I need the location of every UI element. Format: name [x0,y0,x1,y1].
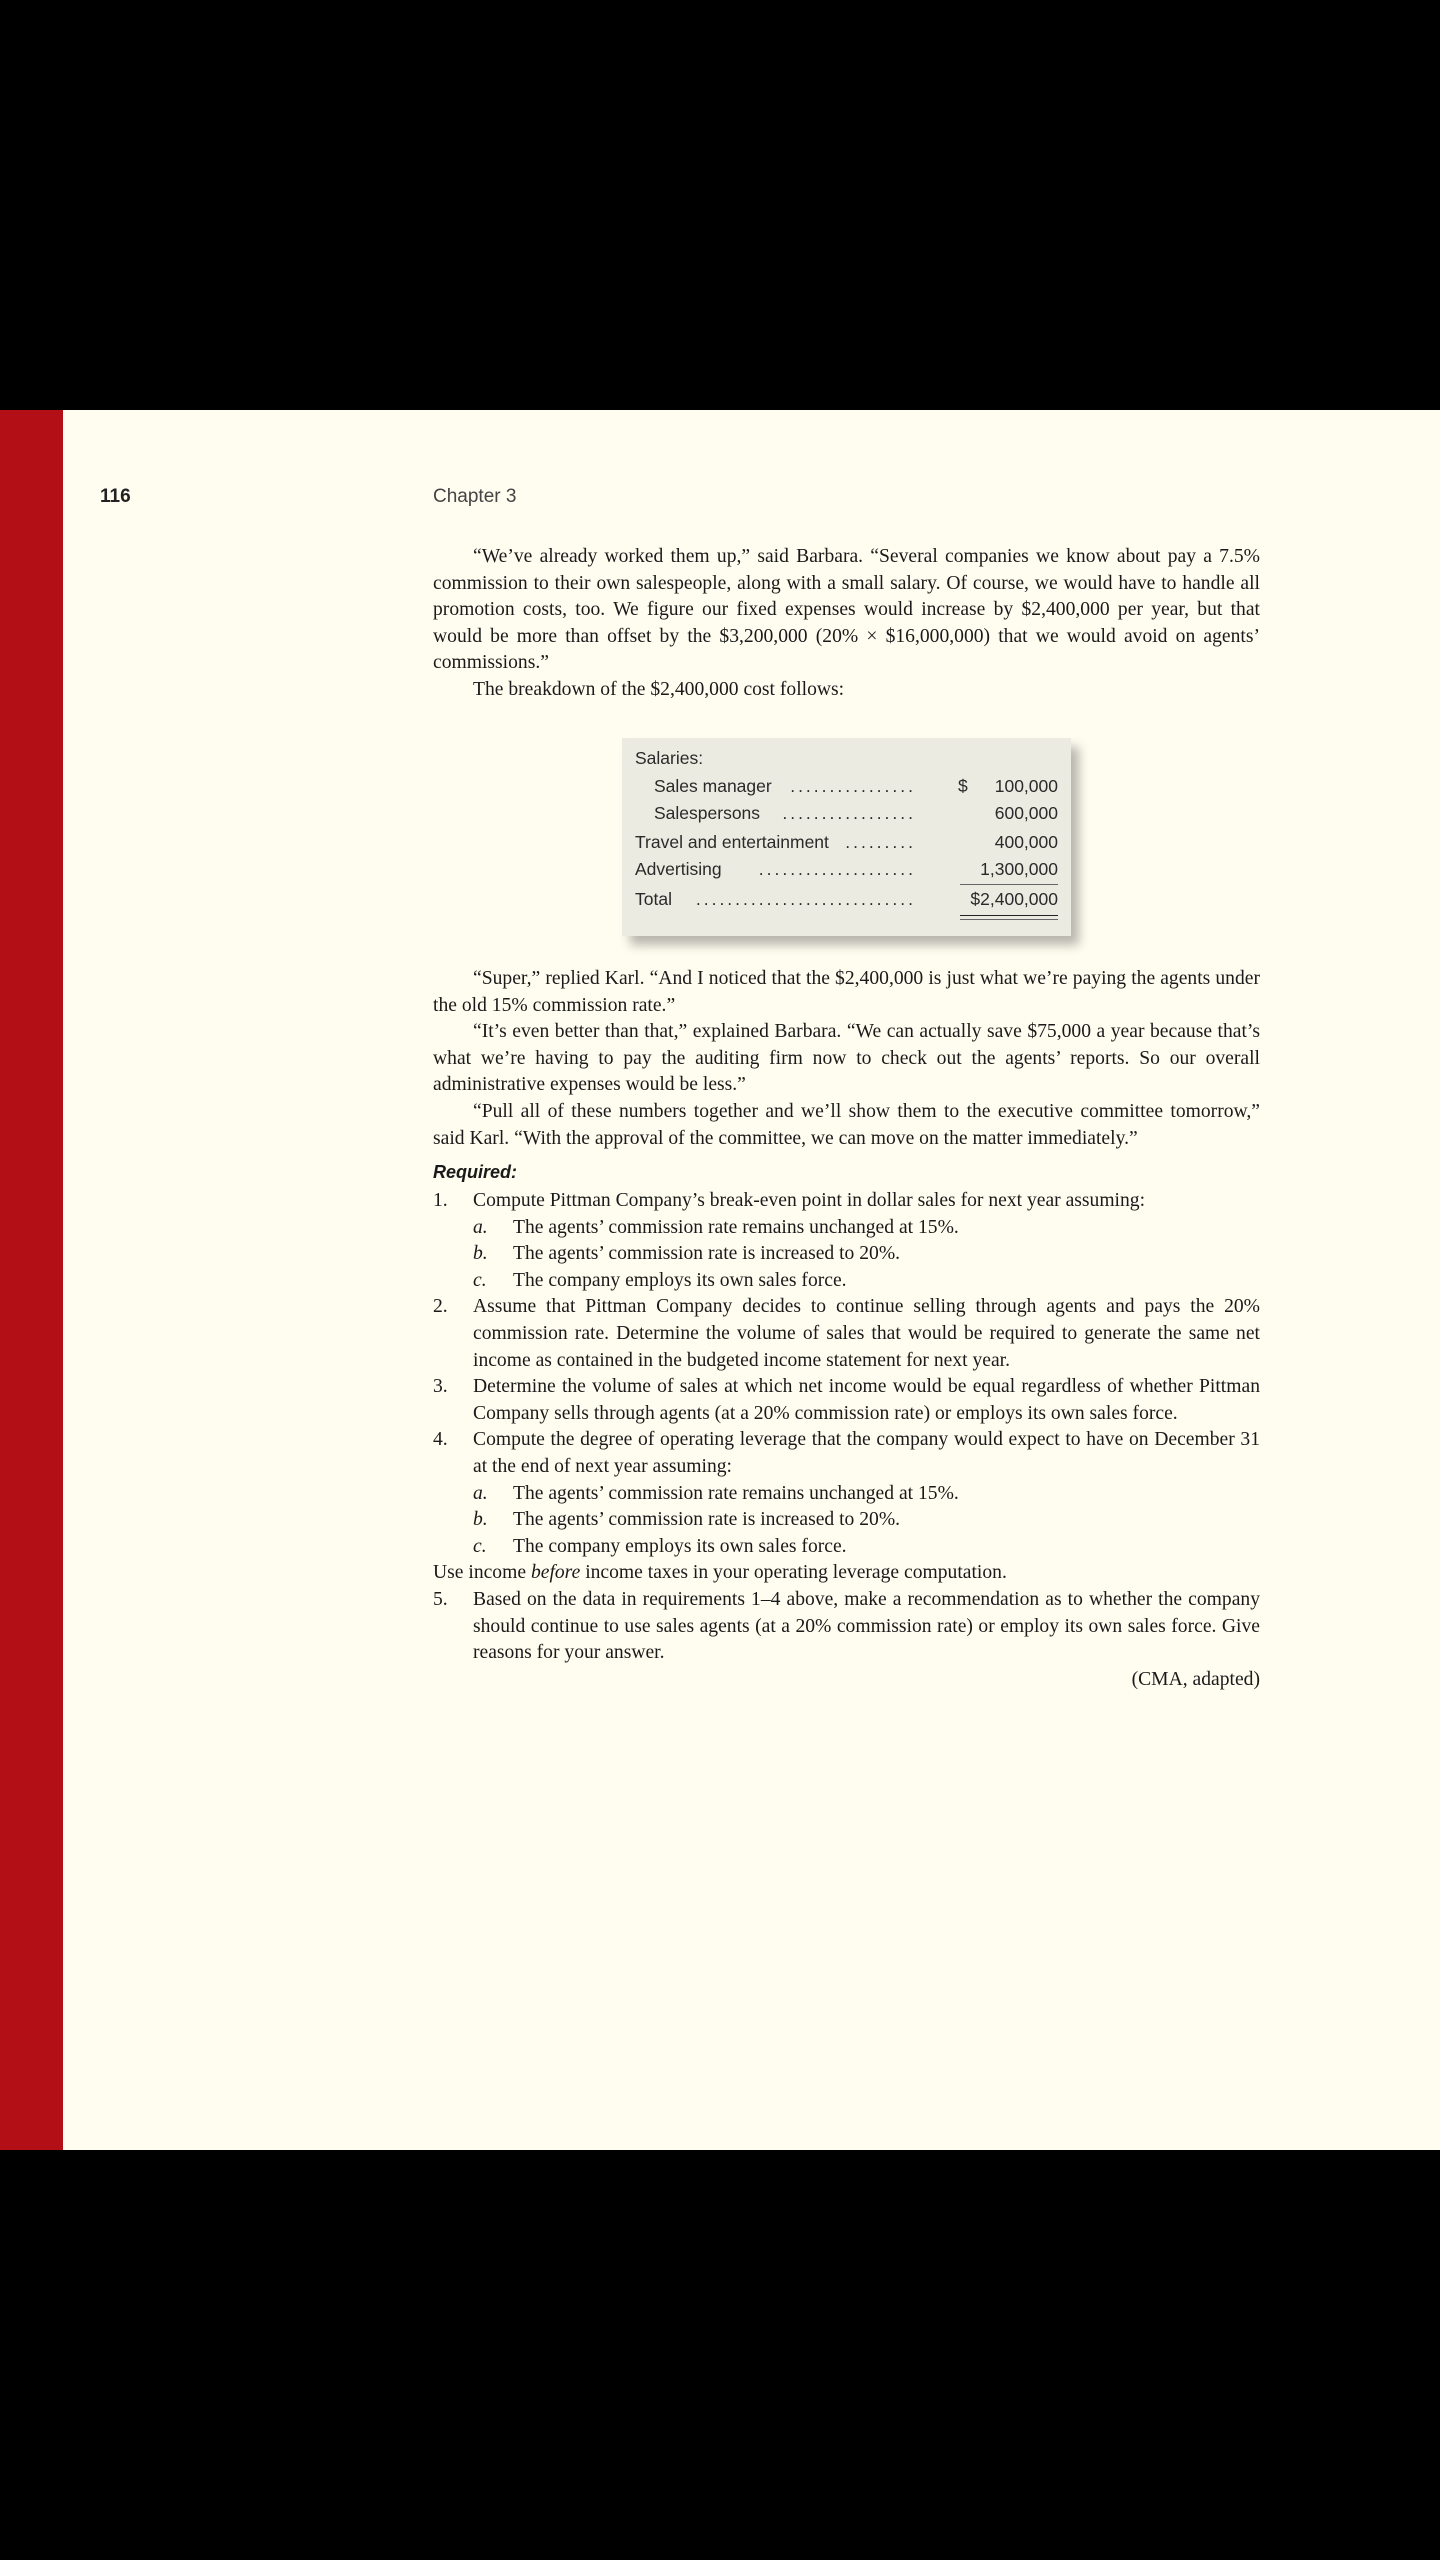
row-amount: 400,000 [994,832,1058,852]
required-heading: Required: [433,1162,518,1182]
item-number: 5. [433,1588,448,1610]
item-text: Assume that Pittman Company decides to continue selling through agents and pays the 20% commission rate. Determine the volume of sales that would be required to generate the same net income as contained in the budgeted income statement for next year. [473,1296,1260,1371]
row-label: Travel and entertainment [635,832,829,852]
leader-dots: ................. [782,803,916,823]
sub-item [433,1268,1260,1295]
total-double-rule-bottom [960,919,1058,920]
intro-paragraph: “We’ve already worked them up,” said Barbara. “Several companies we know about pay a 7.5% commission to their own salespeople, along with a small salary. Of course, we would have to handle all promotion costs, too. We figure our fixed expenses would increase by $2,400,000 per year, but that would be more than offset by the $3,200,000 (20% × $16,000,000) that we would avoid on agents’ commissions.” [433,546,1260,674]
requirement-item [433,1587,1260,1667]
item-number: 1. [433,1190,448,1211]
sub-text: The company employs its own sales force. [513,1535,847,1557]
item-text: Compute Pittman Company’s break-even point in dollar sales for next year assuming: [473,1190,1146,1211]
sub-item [433,1507,1260,1534]
sub-text: The agents’ commission rate is increased to 20%. [513,1509,901,1531]
row-label: Advertising [635,859,722,879]
requirement-item [433,1294,1260,1374]
item-number: 4. [433,1429,448,1451]
sub-text: The company employs its own sales force. [513,1269,847,1291]
dialog-paragraph: “Pull all of these numbers together and we’ll show them to the executive committee tomorrow,” said Karl. “With the approval of the committee, we can move on the matter immediately.” [433,1100,1260,1149]
cost-breakdown-table [622,738,1071,936]
sub-item [433,1481,1260,1508]
dialog-paragraph: “It’s even better than that,” explained Barbara. “We can actually save $75,000 a year because that’s what we’re having to pay the auditing firm now to check out the agents’ reports. So our overall administrative expenses would be less.” [433,1021,1260,1096]
chapter-title: Chapter 3 [433,486,517,507]
dialog-paragraph: “Super,” replied Karl. “And I noticed that the $2,400,000 is just what we’re paying the agents under the old 15% commission rate.” [433,968,1260,1016]
sub-letter: c. [473,1269,487,1291]
row-label: Sales manager [654,776,772,796]
item-text: Based on the data in requirements 1–4 above, make a recommendation as to whether the company should continue to use sales agents (at a 20% commission rate) or employ its own sales force. Give reasons for your answer. [473,1588,1260,1664]
currency-symbol: $ [958,776,968,796]
sub-letter: a. [473,1216,488,1238]
dialog-text [433,966,1260,1152]
sub-item [433,1534,1260,1561]
sub-letter: b. [473,1243,488,1265]
sub-letter: b. [473,1509,488,1531]
page-number: 116 [100,486,131,507]
table-section-label: Salaries: [635,748,704,768]
source-citation: (CMA, adapted) [1131,1668,1260,1690]
sub-text: The agents’ commission rate remains unchanged at 15%. [513,1216,959,1238]
sub-item [433,1215,1260,1242]
item-text: Compute the degree of operating leverage that the company would expect to have on December 31 at the end of next year assuming: [473,1429,1260,1477]
item-number: 3. [433,1376,448,1398]
intro-text [433,544,1260,704]
leverage-note: Use income before income taxes in your operating leverage computation. [433,1562,1007,1584]
emphasis: before [530,1562,581,1584]
leader-dots: .................... [758,859,916,879]
row-label: Salespersons [654,803,761,823]
row-amount: 600,000 [994,803,1058,823]
requirement-item [433,1188,1260,1215]
item-text: Determine the volume of sales at which net income would be equal regardless of whether Pittman Company sells through agents (at a 20% commission rate) or employs its own sales force. [473,1376,1260,1424]
sub-text: The agents’ commission rate is increased to 20%. [513,1243,901,1265]
page-margin-strip [0,410,63,2150]
item-number: 2. [433,1296,448,1318]
total-double-rule-top [960,915,1058,916]
row-label: Total [635,889,672,909]
table-row [635,859,1058,883]
required-list [433,1188,1260,1693]
table-row [635,776,1058,800]
table-row [635,832,1058,856]
requirement-item [433,1427,1260,1480]
intro-paragraph: The breakdown of the $2,400,000 cost follows: [473,678,845,700]
table-row-total [635,889,1058,913]
total-amount: $2,400,000 [970,889,1058,909]
sub-letter: c. [473,1535,487,1557]
leader-dots: ................ [790,776,916,796]
sub-text: The agents’ commission rate remains unchanged at 15%. [513,1482,959,1504]
sub-item [433,1241,1260,1268]
sub-letter: a. [473,1482,488,1504]
requirement-item [433,1374,1260,1427]
subtotal-rule [960,884,1058,885]
table-row [635,803,1058,827]
leader-dots: ......... [845,832,916,852]
book-page [0,410,1440,2150]
row-amount: 1,300,000 [980,859,1058,879]
row-amount: 100,000 [994,776,1058,796]
leader-dots: ............................ [695,889,916,909]
